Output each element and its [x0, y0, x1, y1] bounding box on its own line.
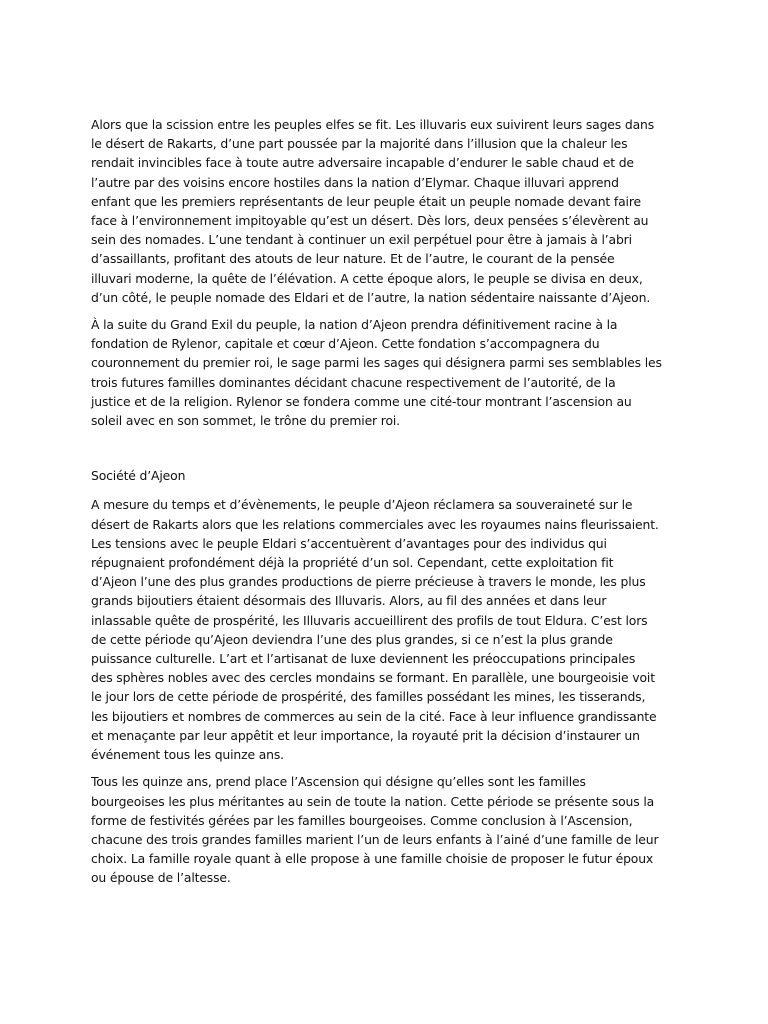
text-line: puissance culturelle. L’art et l’artisanat de luxe deviennent les préoccupations principales — [91, 651, 636, 667]
text-line: rendait invincibles face à toute autre adversaire incapable d’endurer le sable chaud et de — [91, 155, 634, 171]
section-heading — [91, 466, 691, 485]
text-line: inlassable quête de prospérité, les Illuvaris accueillirent des profils de tout Eldura. C’est lors — [91, 612, 648, 628]
text-line: Les tensions avec le peuple Eldari s’accentuèrent d’avantages pour des individus qui — [91, 535, 607, 551]
text-line: événement tous les quinze ans. — [91, 747, 284, 763]
text-line: bourgeoises les plus méritantes au sein de toute la nation. Cette période se présente sous la — [91, 793, 655, 809]
text-line: fondation de Rylenor, capitale et cœur d’Ajeon. Cette fondation s’accompagnera du — [91, 336, 600, 352]
text-line: À la suite du Grand Exil du peuple, la nation d’Ajeon prendra définitivement racine à la — [91, 317, 618, 333]
paragraph-grand-exil — [91, 315, 691, 430]
text-line: choix. La famille royale quant à elle propose à une famille choisie de proposer le futur époux — [91, 851, 654, 867]
section-heading-text: Société d’Ajeon — [91, 468, 186, 484]
text-line: Tous les quinze ans, prend place l’Ascension qui désigne qu’elles sont les familles — [91, 774, 586, 790]
text-line: Alors que la scission entre les peuples elfes se fit. Les illuvaris eux suivirent leurs sages dans — [91, 117, 655, 132]
text-line: illuvari moderne, la quête de l’élévation. A cette époque alors, le peuple se divisa en deux, — [91, 270, 643, 286]
text-line: d’Ajeon l’une des plus grandes productions de pierre précieuse à travers le monde, les plus — [91, 574, 646, 590]
text-line: d’un côté, le peuple nomade des Eldari et de l’autre, la nation sédentaire naissante d’Ajeon. — [91, 289, 651, 305]
text-line: forme de festivités gérées par les familles bourgeoises. Comme conclusion à l’Ascension, — [91, 812, 633, 828]
text-line: le désert de Rakarts, d’une part poussée par la majorité dans l’illusion que la chaleur les — [91, 136, 628, 152]
paragraph-ascension — [91, 772, 691, 887]
text-line: couronnement du premier roi, le sage parmi les sages qui désignera parmi ses semblables les — [91, 355, 662, 371]
text-line: désert de Rakarts alors que les relations commerciales avec les royaumes nains fleurissaient. — [91, 516, 659, 532]
text-line: justice et de la religion. Rylenor se fondera comme une cité-tour montrant l’ascension au — [91, 393, 632, 409]
text-line: trois futures familles dominantes décidant chacune respectivement de l’autorité, de la — [91, 374, 616, 390]
text-line: sein des nomades. L’une tendant à continuer un exil perpétuel pour être à jamais à l’abri — [91, 232, 632, 248]
text-line: de cette période qu’Ajeon deviendra l’une des plus grandes, si ce n’est la plus grande — [91, 631, 613, 647]
text-line: soleil avec en son sommet, le trône du premier roi. — [91, 413, 400, 429]
text-line: répugnaient profondément déjà la propriété d’un sol. Cependant, cette exploitation fit — [91, 555, 614, 571]
text-line: enfant que les premiers représentants de leur peuple était un peuple nomade devant faire — [91, 193, 641, 209]
text-line: les bijoutiers et nombres de commerces au sein de la cité. Face à leur influence grandissante — [91, 708, 657, 724]
text-line: et menaçante par leur appêtit et leur importance, la royauté prit la décision d’instaurer un — [91, 727, 640, 743]
paragraph-scission — [91, 115, 691, 307]
text-line: grands bijoutiers étaient désormais des Illuvaris. Alors, au fil des années et dans leur — [91, 593, 607, 609]
text-line: ou épouse de l’altesse. — [91, 870, 231, 886]
paragraph-souverainete — [91, 495, 691, 764]
text-line: des sphères nobles avec des cercles mondains se formant. En parallèle, une bourgeoisie voit — [91, 670, 655, 686]
document-body — [91, 115, 691, 896]
text-line: A mesure du temps et d’évènements, le peuple d’Ajeon réclamera sa souveraineté sur le — [91, 497, 633, 513]
section-spacer — [91, 438, 691, 466]
text-line: d’assaillants, profitant des atouts de leur nature. Et de l’autre, le courant de la pensée — [91, 251, 615, 267]
text-line: le jour lors de cette période de prospérité, des familles possédant les mines, les tisserands, — [91, 689, 646, 705]
text-line: l’autre par des voisins encore hostiles dans la nation d’Elymar. Chaque illuvari apprend — [91, 174, 619, 190]
text-line: face à l’environnement impitoyable qu’est un désert. Dès lors, deux pensées s’élevèrent au — [91, 213, 649, 229]
text-line: chacune des trois grandes familles marient l’un de leurs enfants à l’ainé d’une famille de leur — [91, 831, 659, 847]
